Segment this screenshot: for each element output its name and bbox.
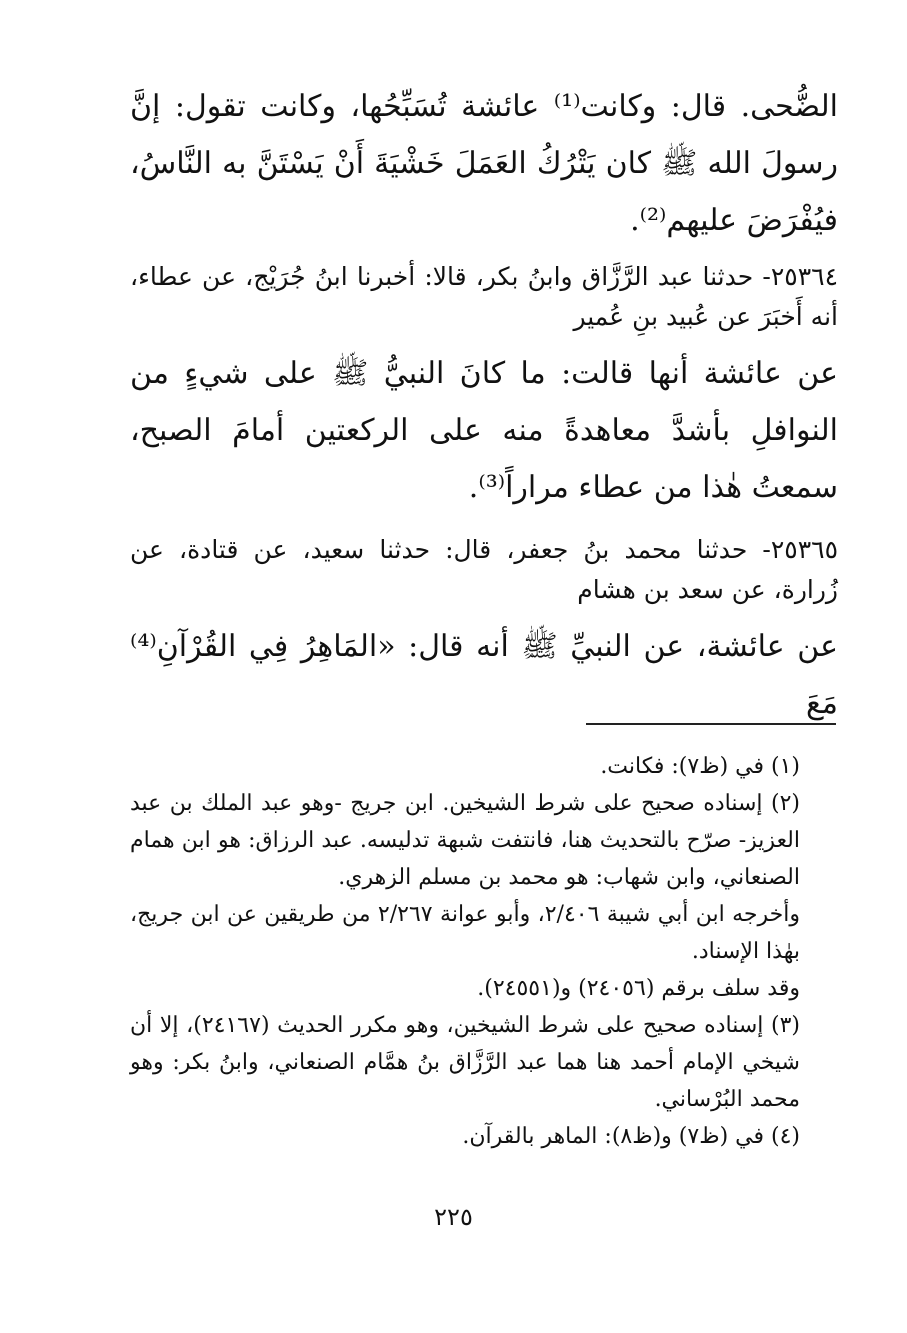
main-text bbox=[130, 78, 838, 732]
footnote-2-extra: وأخرجه ابن أبي شيبة ٢/٤٠٦، وأبو عوانة ٢/٢٦٧ من طريقين عن ابن جريج، بهٰذا الإسناد. bbox=[130, 902, 801, 964]
page-number: ٢٢٥ bbox=[434, 1203, 473, 1231]
footnote-divider bbox=[586, 723, 836, 725]
footnote-3: (٣) إسناده صحيح على شرط الشيخين، وهو مكرر الحديث (٢٤١٦٧)، إلا أن شيخي الإمام أحمد هنا هما عبد الرَّزَّاق بنُ همَّام الصنعاني، وابنُ بكر: وهو محمد البُرْساني. bbox=[130, 1013, 800, 1112]
matn-25365: عن عائشة، عن النبيِّ ﷺ أنه قال: «المَاهِرُ فِي القُرْآنِ⁽⁴⁾ مَعَ bbox=[130, 629, 838, 721]
paragraph-hadith-continuation: الضُّحى. قال: وكانت⁽¹⁾ عائشة تُسَبِّحُها، وكانت تقول: إنَّ رسولَ الله ﷺ كان يَتْرُكُ العَمَلَ خَشْيَةَ أَنْ يَسْتَنَّ به النَّاسُ، فيُفْرَضَ عليهم⁽²⁾. bbox=[130, 89, 838, 238]
isnad-25364: ٢٥٣٦٤- حدثنا عبد الرَّزَّاق وابنُ بكر، قالا: أخبرنا ابنُ جُرَيْج، عن عطاء، أنه أَخبَرَ عن عُبيد بنِ عُمير bbox=[130, 262, 838, 331]
footnote-4: (٤) في (ظ٧) و(ظ٨): الماهر بالقرآن. bbox=[462, 1124, 800, 1149]
footnote-2-crossref: وقد سلف برقم (٢٤٠٥٦) و(٢٤٥٥١). bbox=[477, 976, 800, 1001]
footnotes bbox=[130, 748, 838, 1155]
matn-25364: عن عائشة أنها قالت: ما كانَ النبيُّ ﷺ على شيءٍ من النوافلِ بأشدَّ معاهدةً منه على الركعتين أمامَ الصبح، سمعتُ هٰذا من عطاء مراراً⁽³⁾. bbox=[130, 356, 838, 505]
footnote-1: (١) في (ظ٧): فكانت. bbox=[600, 754, 800, 779]
isnad-25365: ٢٥٣٦٥- حدثنا محمد بنُ جعفر، قال: حدثنا سعيد، عن قتادة، عن زُرارة، عن سعد بن هشام bbox=[130, 535, 838, 604]
footnote-2: (٢) إسناده صحيح على شرط الشيخين. ابن جريج -وهو عبد الملك بن عبد العزيز- صرّح بالتحديث هنا، فانتفت شبهة تدليسه. عبد الرزاق: هو ابن همام الصنعاني، وابن شهاب: هو محمد بن مسلم الزهري. bbox=[130, 791, 800, 890]
